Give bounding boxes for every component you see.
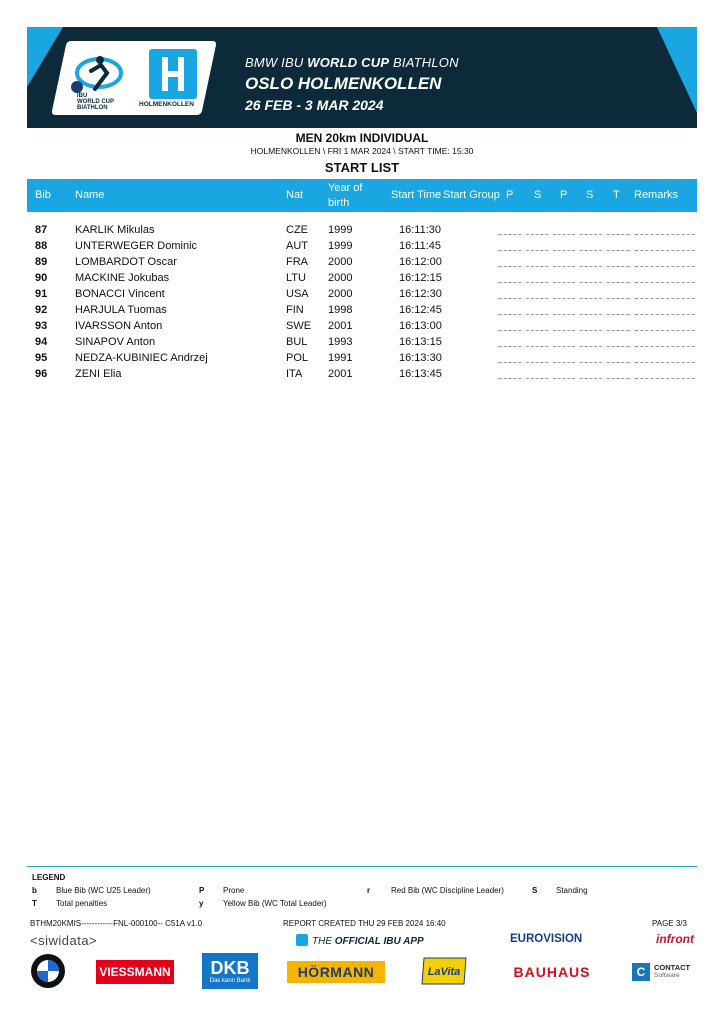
- eurovision-logo: EUROVISION: [510, 933, 583, 945]
- legend-item-blue-bib: [32, 886, 151, 895]
- legend-key: y: [199, 899, 204, 908]
- athlete-year-of-birth: 1998: [328, 304, 353, 316]
- blank-field: [526, 314, 548, 315]
- athlete-name: UNTERWEGER Dominic: [75, 240, 198, 252]
- document-code: BTHM20KMIS------------FNL-000100-- C51A v1.0: [30, 919, 203, 928]
- athlete-bib: 88: [35, 240, 48, 252]
- infront-logo: infront: [656, 932, 694, 946]
- blank-field: [580, 282, 602, 283]
- report-created: REPORT CREATED THU 29 FEB 2024 16:40: [283, 919, 446, 928]
- blank-field: [526, 282, 548, 283]
- blank-field: [580, 362, 602, 363]
- blank-field: [635, 314, 695, 315]
- legend-item-total-penalties: [32, 899, 108, 908]
- col-standing-2: S: [586, 189, 594, 201]
- blank-field: [499, 362, 521, 363]
- blank-field: [499, 314, 521, 315]
- athlete-nat: ITA: [286, 368, 303, 380]
- legend-label: Standing: [556, 886, 588, 895]
- athlete-name: BONACCI Vincent: [75, 288, 165, 300]
- document-title: [0, 131, 724, 175]
- blank-field: [526, 250, 548, 251]
- blank-field: [580, 378, 602, 379]
- athlete-start-time: 16:13:15: [399, 336, 442, 348]
- start-list-table: [27, 224, 697, 384]
- table-row: [27, 224, 697, 240]
- athlete-name: MACKINE Jokubas: [75, 272, 170, 284]
- contact-c-icon: C: [632, 963, 650, 981]
- blank-field: [635, 282, 695, 283]
- legend-key: r: [367, 886, 371, 895]
- banner-accent-left: [27, 27, 63, 87]
- athlete-nat: BUL: [286, 336, 308, 348]
- athlete-year-of-birth: 2000: [328, 288, 353, 300]
- athlete-start-time: 16:12:15: [399, 272, 442, 284]
- blank-field: [635, 330, 695, 331]
- blank-field: [635, 266, 695, 267]
- athlete-nat: CZE: [286, 224, 308, 236]
- holmenkollen-logo: [145, 47, 201, 103]
- competition-suffix: BIATHLON: [393, 55, 459, 70]
- bauhaus-logo: BAUHAUS: [513, 964, 591, 980]
- col-nat: Nat: [286, 189, 304, 201]
- blank-field: [580, 346, 602, 347]
- event-logos: [63, 45, 209, 111]
- blank-field: [553, 330, 575, 331]
- page-number: PAGE 3/3: [652, 919, 687, 928]
- ibu-world-cup-logo: [67, 51, 125, 95]
- ibu-logo-text: [77, 93, 114, 111]
- athlete-bib: 93: [35, 320, 48, 332]
- athlete-start-time: 16:11:30: [399, 224, 442, 236]
- blank-field: [526, 346, 548, 347]
- legend: [32, 873, 692, 908]
- dkb-name: DKB: [210, 958, 250, 978]
- banner-text: [245, 55, 459, 113]
- athlete-name: IVARSSON Anton: [75, 320, 163, 332]
- blank-field: [553, 282, 575, 283]
- event-dates: 26 FEB - 3 MAR 2024: [245, 97, 384, 113]
- blank-field: [635, 298, 695, 299]
- athlete-nat: AUT: [286, 240, 308, 252]
- banner-accent-right: [657, 27, 697, 113]
- table-row: [27, 320, 697, 336]
- ibu-app-prefix: THE: [312, 936, 332, 947]
- blank-field: [553, 250, 575, 251]
- legend-label: Prone: [223, 886, 245, 895]
- blank-field: [526, 266, 548, 267]
- athlete-bib: 95: [35, 352, 48, 364]
- col-year-of-birth: [328, 181, 362, 211]
- blank-field: [635, 378, 695, 379]
- bmw-logo: [30, 953, 66, 989]
- athlete-bib: 90: [35, 272, 48, 284]
- athlete-bib: 87: [35, 224, 48, 236]
- athlete-year-of-birth: 2000: [328, 272, 353, 284]
- athlete-nat: LTU: [286, 272, 306, 284]
- hormann-logo: HÖRMANN: [287, 961, 385, 983]
- athlete-bib: 91: [35, 288, 48, 300]
- legend-item-standing: [532, 886, 588, 895]
- blank-field: [607, 314, 629, 315]
- ibu-logo-line3: BIATHLON: [77, 105, 108, 111]
- athlete-bib: 92: [35, 304, 48, 316]
- legend-label: Blue Bib (WC U25 Leader): [56, 886, 151, 895]
- athlete-year-of-birth: 1991: [328, 352, 353, 364]
- athlete-name: LOMBARDOT Oscar: [75, 256, 177, 268]
- blank-field: [499, 282, 521, 283]
- dkb-logo: [202, 953, 258, 989]
- athlete-year-of-birth: 2001: [328, 320, 353, 332]
- legend-key: P: [199, 886, 205, 895]
- table-row: [27, 240, 697, 256]
- blank-field: [607, 250, 629, 251]
- legend-item-red-bib: [367, 886, 504, 895]
- competition-name: [245, 55, 459, 70]
- athlete-bib: 94: [35, 336, 48, 348]
- col-remarks: Remarks: [634, 189, 679, 201]
- legend-label: Yellow Bib (WC Total Leader): [223, 899, 327, 908]
- athlete-start-time: 16:12:30: [399, 288, 442, 300]
- contact-software-logo: [632, 960, 700, 984]
- blank-field: [607, 282, 629, 283]
- athlete-year-of-birth: 2000: [328, 256, 353, 268]
- blank-field: [607, 346, 629, 347]
- blank-field: [499, 346, 521, 347]
- athlete-start-time: 16:11:45: [399, 240, 442, 252]
- athlete-bib: 89: [35, 256, 48, 268]
- blank-field: [635, 250, 695, 251]
- blank-field: [580, 314, 602, 315]
- table-row: [27, 256, 697, 272]
- contact-text: [654, 964, 690, 980]
- ibu-app-banner: [296, 934, 424, 947]
- ibu-app-bold: OFFICIAL IBU APP: [334, 936, 424, 947]
- competition-prefix: BMW IBU: [245, 55, 304, 70]
- blank-field: [635, 362, 695, 363]
- athlete-name: NEDZA-KUBINIEC Andrzej: [75, 352, 208, 364]
- list-title: START LIST: [324, 160, 400, 175]
- athlete-nat: USA: [286, 288, 309, 300]
- col-total: T: [613, 189, 620, 201]
- athlete-name: ZENI Elia: [75, 368, 122, 380]
- athlete-start-time: 16:12:00: [399, 256, 442, 268]
- ibu-logo-line1: IBU: [77, 93, 88, 99]
- legend-label: Red Bib (WC Discipline Leader): [391, 886, 504, 895]
- blank-field: [607, 234, 629, 235]
- blank-field: [607, 330, 629, 331]
- blank-field: [607, 378, 629, 379]
- contact-tagline: Software: [654, 972, 680, 979]
- col-start-group: Start Group: [443, 189, 500, 201]
- athlete-start-time: 16:13:45: [399, 368, 442, 380]
- legend-divider: [27, 866, 697, 867]
- blank-field: [580, 330, 602, 331]
- legend-item-prone: [199, 886, 245, 895]
- viessmann-logo: VIESSMANN: [96, 960, 174, 984]
- blank-field: [580, 266, 602, 267]
- col-start-time: Start Time: [391, 189, 442, 201]
- blank-field: [580, 298, 602, 299]
- lavita-logo: [418, 956, 470, 986]
- athlete-year-of-birth: 1999: [328, 224, 353, 236]
- blank-field: [553, 314, 575, 315]
- blank-field: [553, 362, 575, 363]
- legend-title: LEGEND: [32, 873, 66, 882]
- blank-field: [553, 266, 575, 267]
- svg-text:LaVita: LaVita: [427, 966, 461, 978]
- blank-field: [499, 266, 521, 267]
- athlete-year-of-birth: 1999: [328, 240, 353, 252]
- blank-field: [499, 378, 521, 379]
- athlete-name: SINAPOV Anton: [75, 336, 156, 348]
- blank-field: [526, 298, 548, 299]
- col-name: Name: [75, 189, 105, 201]
- blank-field: [526, 330, 548, 331]
- athlete-nat: FRA: [286, 256, 308, 268]
- blank-field: [499, 330, 521, 331]
- blank-field: [553, 298, 575, 299]
- race-title: MEN 20km INDIVIDUAL: [295, 131, 429, 145]
- blank-field: [526, 362, 548, 363]
- athlete-name: KARLIK Mikulas: [75, 224, 155, 236]
- competition-bold: WORLD CUP: [307, 55, 390, 70]
- athlete-nat: FIN: [286, 304, 304, 316]
- blank-field: [635, 234, 695, 235]
- blank-field: [526, 234, 548, 235]
- blank-field: [635, 346, 695, 347]
- blank-field: [580, 250, 602, 251]
- table-row: [27, 272, 697, 288]
- header-banner: [27, 27, 697, 128]
- athlete-start-time: 16:12:45: [399, 304, 442, 316]
- legend-key: S: [532, 886, 538, 895]
- contact-name: CONTACT: [654, 963, 691, 972]
- blank-field: [607, 298, 629, 299]
- bmw-roundel-icon: [30, 953, 66, 989]
- blank-field: [499, 234, 521, 235]
- blank-field: [499, 250, 521, 251]
- table-row: [27, 352, 697, 368]
- col-yob-line1: Year of: [328, 182, 363, 194]
- col-yob-line2: birth: [328, 197, 350, 209]
- col-bib: Bib: [35, 189, 51, 201]
- table-header: [27, 179, 697, 212]
- col-prone-1: P: [506, 189, 514, 201]
- app-icon: [296, 934, 308, 946]
- blank-field: [607, 362, 629, 363]
- lavita-badge-icon: [418, 956, 470, 986]
- blank-field: [607, 266, 629, 267]
- legend-item-yellow-bib: [199, 899, 327, 908]
- col-standing-1: S: [534, 189, 542, 201]
- venue-name: OSLO HOLMENKOLLEN: [245, 74, 442, 93]
- blank-field: [499, 298, 521, 299]
- ibu-logo-line2: WORLD CUP: [77, 99, 114, 105]
- blank-field: [553, 346, 575, 347]
- race-info: HOLMENKOLLEN \ FRI 1 MAR 2024 \ START TIME: 15:30: [250, 146, 474, 156]
- table-row: [27, 368, 697, 384]
- table-row: [27, 304, 697, 320]
- dkb-tagline: Das kann Bank: [209, 978, 251, 984]
- legend-label: Total penalties: [56, 899, 108, 908]
- blank-field: [553, 234, 575, 235]
- siwidata-logo: <siwidata>: [30, 933, 98, 948]
- athlete-name: HARJULA Tuomas: [75, 304, 167, 316]
- athlete-nat: SWE: [286, 320, 312, 332]
- athlete-bib: 96: [35, 368, 48, 380]
- athlete-nat: POL: [286, 352, 309, 364]
- table-row: [27, 288, 697, 304]
- athlete-year-of-birth: 1993: [328, 336, 353, 348]
- blank-field: [580, 234, 602, 235]
- blank-field: [526, 378, 548, 379]
- blank-field: [553, 378, 575, 379]
- athlete-year-of-birth: 2001: [328, 368, 353, 380]
- col-prone-2: P: [560, 189, 568, 201]
- legend-key: b: [32, 886, 37, 895]
- athlete-start-time: 16:13:30: [399, 352, 442, 364]
- legend-key: T: [32, 899, 37, 908]
- holmenkollen-logo-text: HOLMENKOLLEN: [139, 101, 194, 108]
- athlete-start-time: 16:13:00: [399, 320, 442, 332]
- table-row: [27, 336, 697, 352]
